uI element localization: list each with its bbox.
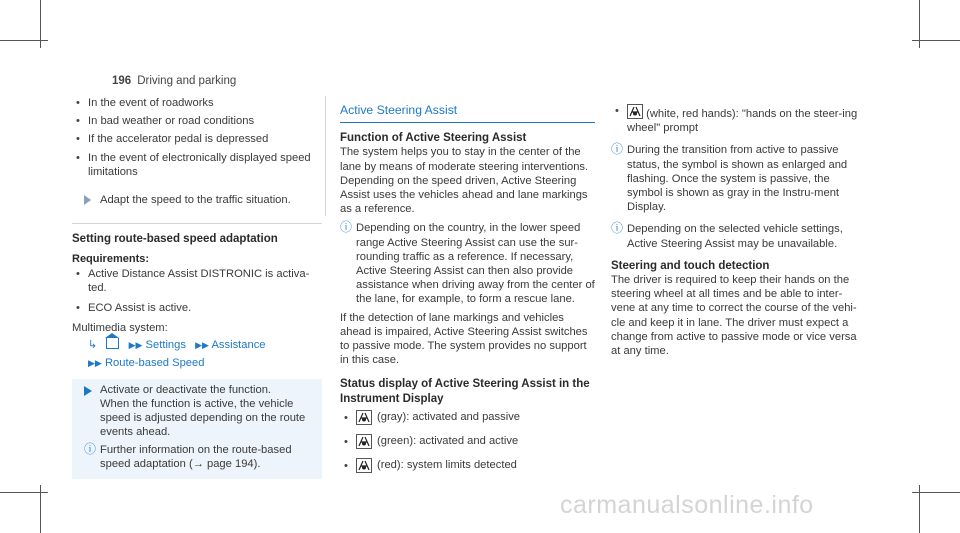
list-item — [611, 104, 861, 135]
column-middle — [340, 103, 595, 478]
info-note — [84, 443, 314, 471]
path-arrow-icon: ▶▶ — [88, 357, 102, 368]
subheading: Steering and touch detection — [611, 259, 770, 272]
menu-path — [72, 338, 322, 369]
requirements-heading: Requirements: — [72, 253, 150, 266]
note-text: Depending on the country, in the lower speed range Active Steering Assist can use the sur-rounding traffic as a reference. If necessary, Active Steering Assist can then also provide assistance when driving away from the center of the lane, for example, to form a rescue lane. — [356, 222, 595, 306]
section-title: Driving and parking — [137, 75, 237, 87]
menu-settings[interactable]: Settings — [145, 339, 186, 352]
steering-assist-icon — [356, 458, 372, 473]
status-item — [340, 410, 595, 425]
info-note — [611, 222, 861, 250]
divider — [325, 96, 326, 216]
action-text: Adapt the speed to the traffic situation. — [100, 194, 291, 207]
subheading: Function of Active Steering Assist — [340, 132, 527, 145]
path-arrow-icon: ▶▶ — [195, 340, 209, 351]
info-icon: ⓘ — [340, 220, 353, 235]
subheading: Status display of Active Steering Assist in the Instrument Display — [340, 378, 590, 405]
list-item-text: (white, red hands): "hands on the steer-ing wheel" prompt — [627, 108, 858, 135]
watermark: carmanualsonline.info — [560, 491, 814, 519]
paragraph: The driver is required to keep their hands on the steering wheel at all times and be able to inter-vene at any time to correct the course of the vehi-cle and keep it in lane. The driver must expect a change from active to passive mode or vice versa at any time. — [611, 274, 857, 358]
info-icon: ⓘ — [84, 441, 97, 456]
info-icon: ⓘ — [611, 221, 624, 236]
steering-assist-icon — [627, 104, 643, 119]
crop-mark — [912, 492, 960, 493]
action-arrow-icon — [84, 386, 92, 396]
path-start-icon: ↳ — [88, 339, 98, 352]
info-icon: ⓘ — [611, 142, 624, 157]
section-heading: Setting route-based speed adaptation — [72, 233, 278, 246]
list-item: • In bad weather or road conditions — [72, 114, 322, 128]
steering-assist-icon — [356, 410, 372, 425]
page-header — [112, 74, 236, 88]
requirement-item: • ECO Assist is active. — [72, 301, 322, 315]
column-right — [611, 104, 861, 358]
requirement-item: • Active Distance Assist DISTRONIC is activa-ted. — [72, 267, 322, 295]
action-box — [72, 379, 322, 479]
multimedia-label: Multimedia system: — [72, 322, 168, 335]
info-note — [340, 221, 595, 306]
note-text: During the transition from active to passive status, the symbol is shown as enlarged and flashing. Once the system is passive, the symbol is shown as gray in the Instru-ment Display. — [627, 144, 848, 214]
steering-assist-icon — [356, 434, 372, 449]
list-item: • In the event of electronically displayed speed limitations — [72, 151, 322, 179]
status-item — [340, 434, 595, 449]
status-text: • (red): system limits detected — [377, 459, 517, 472]
crop-mark — [912, 40, 960, 41]
column-left — [72, 96, 322, 479]
action-text: Activate or deactivate the function. — [100, 383, 272, 396]
status-text: • (gray): activated and passive — [377, 411, 521, 424]
page-number: 196 — [112, 75, 132, 87]
note-text: Depending on the selected vehicle settings, Active Steering Assist may be unavailable. — [627, 223, 843, 250]
home-icon[interactable] — [106, 338, 119, 349]
paragraph: The system helps you to stay in the center of the lane by means of moderate steering interventions. Depending on the speed driven, Active Steering Assist uses the vehicles ahead and lane markings as a reference. — [340, 146, 589, 216]
action-step — [72, 189, 322, 217]
info-note — [611, 143, 861, 214]
list-item: • In the event of roadworks — [72, 96, 322, 110]
action-arrow-icon — [84, 195, 91, 205]
crop-mark — [0, 492, 48, 493]
crop-mark — [0, 40, 48, 41]
list-item: • If the accelerator pedal is depressed — [72, 132, 322, 146]
menu-assistance[interactable]: Assistance — [211, 339, 266, 352]
paragraph: If the detection of lane markings and vehicles ahead is impaired, Active Steering Assist switches to passive mode. The system provides no support in this case. — [340, 311, 588, 367]
action-description: When the function is active, the vehicle speed is adjusted depending on the route events ahead. — [100, 398, 306, 439]
bullet-list — [72, 96, 322, 179]
section-title: Active Steering Assist — [340, 103, 595, 123]
status-item — [340, 458, 595, 473]
status-text: • (green): activated and active — [377, 435, 519, 448]
note-text: Further information on the route-based speed adaptation (→ page 194). — [100, 443, 292, 470]
path-arrow-icon: ▶▶ — [128, 340, 143, 351]
menu-route-based-speed[interactable]: Route-based Speed — [104, 356, 205, 369]
divider — [72, 223, 322, 224]
